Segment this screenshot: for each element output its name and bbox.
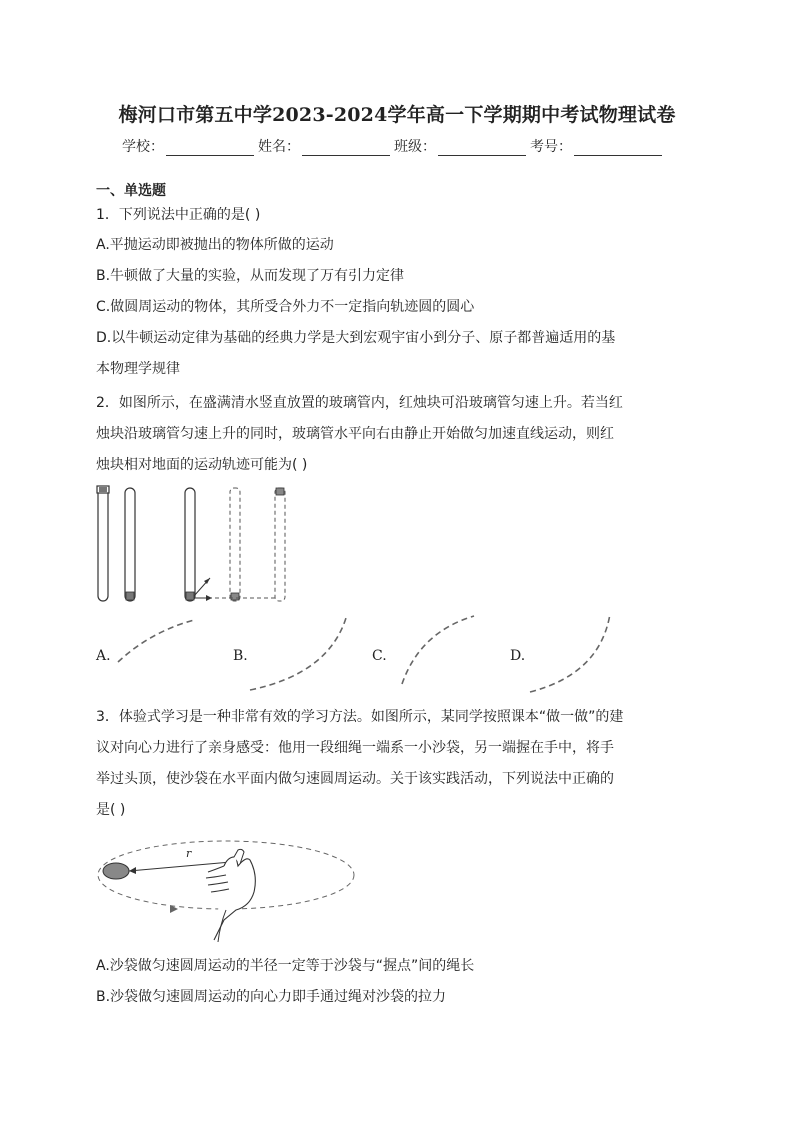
q3-stem-line4: 是( ) bbox=[96, 802, 126, 818]
q3-stem-line1: 3．体验式学习是一种非常有效的学习方法。如图所示，某同学按照课本“做一做”的建 bbox=[96, 709, 624, 725]
exam-title: 梅河口市第五中学2023-2024学年高一下学期期中考试物理试卷 bbox=[118, 104, 676, 126]
q2-option-b: B. bbox=[233, 648, 248, 664]
name-blank[interactable] bbox=[302, 141, 390, 156]
school-label: 学校： bbox=[122, 139, 164, 155]
name-label: 姓名： bbox=[258, 139, 300, 155]
section-title: 一、单选题 bbox=[96, 183, 166, 199]
class-label: 班级： bbox=[394, 139, 436, 155]
sandbag-circle-figure bbox=[96, 830, 366, 945]
exam-number-blank[interactable] bbox=[574, 141, 662, 156]
q2-stem-line3: 烛块相对地面的运动轨迹可能为( ) bbox=[96, 457, 308, 473]
q1-stem: 1．下列说法中正确的是( ) bbox=[96, 207, 261, 223]
q2-option-c: C. bbox=[372, 648, 387, 664]
school-blank[interactable] bbox=[166, 141, 254, 156]
student-info-row bbox=[122, 136, 666, 156]
q3-stem-line2: 议对向心力进行了亲身感受：他用一段细绳一端系一小沙袋，另一端握在手中，将手 bbox=[96, 740, 614, 756]
q1-option-b: B.牛顿做了大量的实验，从而发现了万有引力定律 bbox=[96, 268, 405, 284]
q3-option-a: A.沙袋做匀速圆周运动的半径一定等于沙袋与“握点”间的绳长 bbox=[96, 958, 475, 974]
q1-option-d: D.以牛顿运动定律为基础的经典力学是大到宏观宇宙小到分子、原子都普遍适用的基 bbox=[96, 330, 616, 346]
glass-tube-figure bbox=[90, 480, 300, 610]
trajectory-options-figure bbox=[90, 612, 630, 698]
q1-option-a: A.平抛运动即被抛出的物体所做的运动 bbox=[96, 237, 334, 253]
q2-stem-line1: 2．如图所示，在盛满清水竖直放置的玻璃管内，红烛块可沿玻璃管匀速上升。若当红 bbox=[96, 395, 623, 411]
exam-number-label: 考号： bbox=[530, 139, 572, 155]
radius-label: r bbox=[186, 847, 192, 860]
q1-option-d-cont: 本物理学规律 bbox=[96, 361, 180, 377]
q2-stem-line2: 烛块沿玻璃管匀速上升的同时，玻璃管水平向右由静止开始做匀加速直线运动，则红 bbox=[96, 426, 614, 442]
q3-stem-line3: 举过头顶，使沙袋在水平面内做匀速圆周运动。关于该实践活动，下列说法中正确的 bbox=[96, 771, 614, 787]
q3-option-b: B.沙袋做匀速圆周运动的向心力即手通过绳对沙袋的拉力 bbox=[96, 989, 447, 1005]
q1-option-c: C.做圆周运动的物体，其所受合外力不一定指向轨迹圆的圆心 bbox=[96, 299, 475, 315]
q2-option-d: D. bbox=[510, 648, 526, 664]
class-blank[interactable] bbox=[438, 141, 526, 156]
q2-option-a: A. bbox=[96, 648, 111, 664]
